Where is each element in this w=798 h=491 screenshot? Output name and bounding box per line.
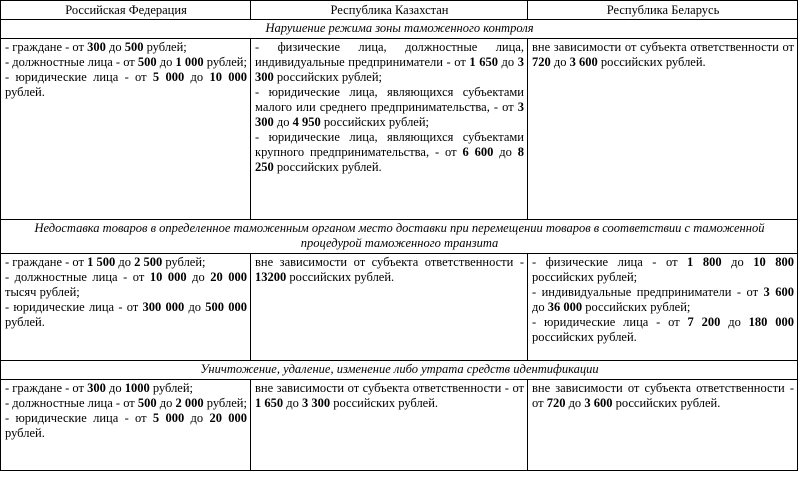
list-item: - должностные лица - от 500 до 1 000 рублей; [5, 55, 247, 69]
header-row [1, 1, 798, 20]
belarus-cell [528, 254, 798, 361]
list-item: - должностные лица - от 500 до 2 000 рублей; [5, 396, 247, 410]
belarus-cell [528, 380, 798, 471]
russia-cell [1, 39, 251, 220]
header-belarus: Республика Беларусь [528, 1, 798, 20]
list-item: - юридические лица - от 5 000 до 10 000 рублей. [5, 70, 248, 99]
list-item: - юридические лица, являющихся субъектами крупного предпринимательства, - от 6 600 до 8 250 российских рублей. [255, 130, 524, 174]
list-item: - юридические лица - от 7 200 до 180 000 российских рублей. [532, 315, 795, 344]
list-item: - физические лица - от 1 800 до 10 800 российских рублей; [532, 255, 795, 284]
list-item: - должностные лица - от 10 000 до 20 000 тысяч рублей; [5, 270, 247, 299]
cell-text: вне зависимости от субъекта ответственности - от 1 650 до 3 300 российских рублей. [255, 381, 524, 410]
section-content-row [1, 254, 798, 361]
russia-cell [1, 254, 251, 361]
header-russia: Российская Федерация [1, 1, 251, 20]
list-item: - юридические лица, являющихся субъектами малого или среднего предпринимательства, - от 3 300 до 4 950 российских рублей; [255, 85, 524, 129]
section-title: Уничтожение, удаление, изменение либо утрата средств идентификации [1, 361, 798, 380]
kazakhstan-cell [251, 254, 528, 361]
section-title-row [1, 361, 798, 380]
list-item: - граждане - от 300 до 500 рублей; [5, 40, 187, 54]
list-item: - индивидуальные предприниматели - от 3 600 до 36 000 российских рублей; [532, 285, 795, 314]
section-title-row [1, 20, 798, 39]
kazakhstan-cell [251, 39, 528, 220]
section-title: Нарушение режима зоны таможенного контроля [1, 20, 798, 39]
section-content-row [1, 380, 798, 471]
list-item: - граждане - от 300 до 1000 рублей; [5, 381, 194, 395]
cell-text: вне зависимости от субъекта ответственности - 13200 российских рублей. [255, 255, 524, 284]
russia-cell [1, 380, 251, 471]
section-title: Недоставка товаров в определенное таможенным органом место доставки при перемещении товаров в соответствии с таможенной процедурой таможенного транзита [1, 220, 798, 254]
list-item: - граждане - от 1 500 до 2 500 рублей; [5, 255, 206, 269]
cell-text: вне зависимости от субъекта ответственности - от 720 до 3 600 российских рублей. [532, 381, 794, 410]
section-content-row [1, 39, 798, 220]
belarus-cell [528, 39, 798, 220]
section-title-row [1, 220, 798, 254]
cell-text: вне зависимости от субъекта ответственности от 720 до 3 600 российских рублей. [532, 40, 794, 69]
kazakhstan-cell [251, 380, 528, 471]
list-item: - юридические лица - от 5 000 до 20 000 рублей. [5, 411, 248, 440]
list-item: - юридические лица - от 300 000 до 500 000 рублей. [5, 300, 248, 329]
header-kazakhstan: Республика Казахстан [251, 1, 528, 20]
list-item: - физические лица, должностные лица, индивидуальные предприниматели - от 1 650 до 3 300 российских рублей; [255, 40, 524, 84]
